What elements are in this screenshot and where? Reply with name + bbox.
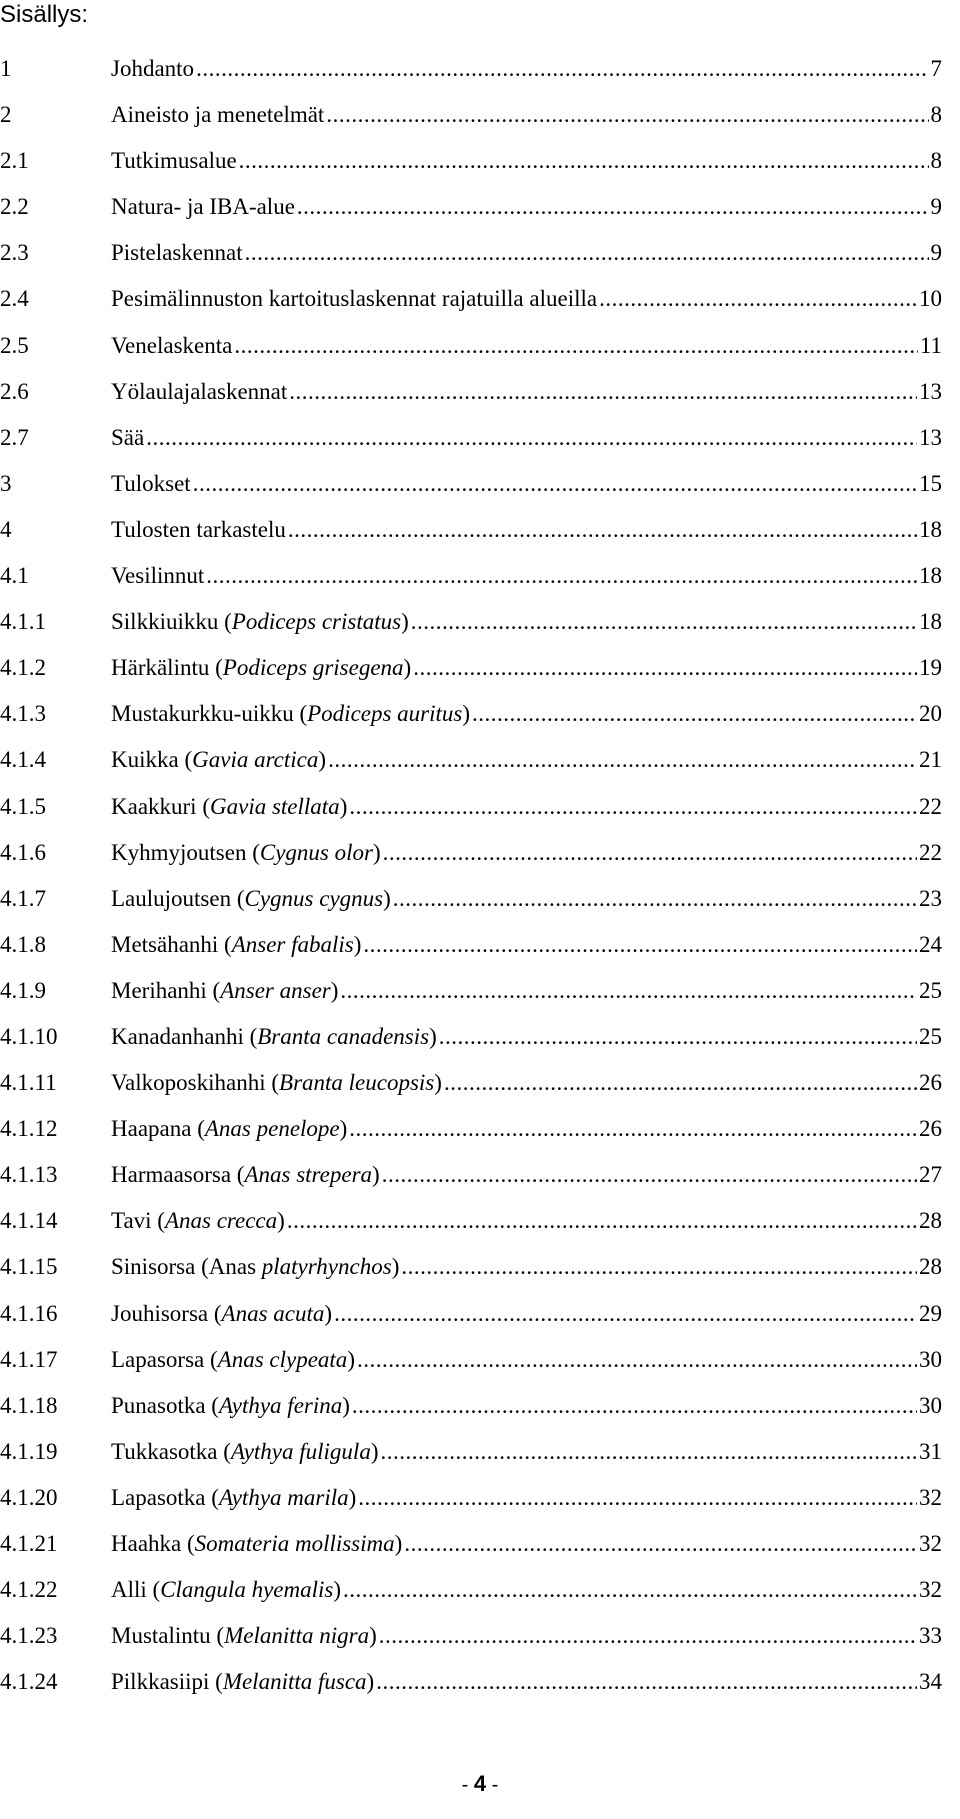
toc-dot-leader — [239, 148, 929, 174]
toc-dot-leader — [349, 794, 917, 820]
toc-entry-title — [111, 1070, 442, 1096]
toc-entry-title-text: Pesimälinnuston kartoituslaskennat rajatuilla alueilla — [111, 286, 598, 312]
toc-entry-title-close: ) — [372, 1162, 380, 1188]
toc-entry-title-text: Venelaskenta — [111, 332, 233, 358]
toc-entry-title-text: Johdanto — [111, 56, 195, 81]
toc-entry[interactable] — [0, 1070, 960, 1116]
toc-entry-page: 9 — [930, 194, 942, 220]
toc-entry[interactable] — [0, 56, 960, 102]
toc-entry-number: 4.1.22 — [0, 1577, 58, 1603]
toc-entry-title-text: Punasotka ( — [111, 1392, 219, 1418]
toc-entry-number: 2.5 — [0, 332, 29, 358]
toc-entry-title — [111, 1162, 380, 1188]
toc-entry-title-close: ) — [403, 655, 412, 681]
toc-entry-page: 22 — [919, 839, 942, 865]
toc-dot-leader — [357, 1347, 917, 1373]
toc-dot-leader — [196, 56, 928, 82]
toc-entry-latin-name: Cygnus cygnus — [244, 885, 384, 911]
toc-entry-title-text: Tulokset — [111, 470, 191, 496]
toc-entry-title — [111, 563, 204, 589]
toc-entry-number: 4.1.1 — [0, 609, 46, 635]
toc-entry-latin-name: Aythya ferina — [218, 1392, 343, 1418]
toc-entry-title-text: Kaakkuri ( — [111, 793, 210, 819]
toc-entry-latin-name: Anas acuta — [221, 1300, 325, 1326]
toc-entry-title-text: Pilkkasiipi ( — [111, 1669, 223, 1695]
toc-entry[interactable] — [0, 517, 960, 563]
toc-entry-number: 2.2 — [0, 194, 29, 220]
toc-dot-leader — [382, 1162, 917, 1188]
toc-entry-title-text: Silkkiuikku ( — [111, 609, 232, 635]
toc-entry-title-text: Kanadanhanhi ( — [111, 1023, 258, 1049]
toc-entry-page: 18 — [919, 609, 942, 635]
toc-dot-leader — [401, 1254, 917, 1280]
toc-entry[interactable] — [0, 1116, 960, 1162]
toc-dot-leader — [358, 1485, 917, 1511]
table-of-contents — [0, 56, 960, 1715]
toc-entry-page: 21 — [919, 747, 942, 773]
toc-entry-title-text: Lapasorsa ( — [111, 1346, 218, 1372]
toc-entry-title — [111, 1669, 374, 1695]
toc-entry[interactable] — [0, 701, 960, 747]
toc-entry[interactable] — [0, 1623, 960, 1669]
toc-entry-number: 4.1.6 — [0, 839, 46, 865]
toc-entry-number: 4.1.9 — [0, 977, 46, 1003]
toc-entry[interactable] — [0, 1577, 960, 1623]
toc-entry-page: 30 — [919, 1392, 942, 1418]
toc-entry-title — [111, 794, 347, 820]
toc-entry-title-text: Tulosten tarkastelu — [111, 516, 286, 542]
toc-entry-latin-name: Podiceps cristatus — [231, 609, 402, 635]
toc-entry-page: 34 — [919, 1669, 942, 1695]
toc-dot-leader — [343, 1577, 917, 1603]
toc-entry-page: 23 — [919, 885, 942, 911]
toc-entry-title — [111, 194, 295, 220]
toc-dot-leader — [404, 1531, 917, 1557]
toc-entry[interactable] — [0, 1531, 960, 1577]
toc-entry-title — [111, 609, 409, 635]
toc-entry-title-text: Valkoposkihanhi ( — [111, 1070, 280, 1096]
toc-entry-page: 11 — [919, 332, 942, 358]
toc-entry-number: 4.1.15 — [0, 1254, 58, 1280]
toc-entry-title — [111, 1577, 341, 1603]
toc-entry-title — [111, 1208, 285, 1234]
toc-entry-number: 4.1.2 — [0, 655, 46, 681]
toc-entry[interactable] — [0, 1393, 960, 1439]
toc-entry-title — [111, 240, 243, 266]
toc-entry-page: 10 — [919, 286, 942, 312]
toc-dot-leader — [289, 379, 917, 405]
toc-entry-number: 4.1.10 — [0, 1023, 58, 1049]
toc-entry[interactable] — [0, 102, 960, 148]
toc-entry-title-close: ) — [333, 1577, 342, 1603]
toc-entry-number: 4.1.13 — [0, 1162, 58, 1188]
toc-entry[interactable] — [0, 148, 960, 194]
toc-entry-page: 30 — [919, 1346, 942, 1372]
toc-entry[interactable] — [0, 1669, 960, 1715]
toc-entry-latin-name: Gavia stellata — [210, 793, 340, 819]
toc-dot-leader — [146, 425, 917, 451]
toc-entry-latin-name: Aythya fuligula — [230, 1438, 371, 1464]
toc-entry-title — [111, 286, 597, 312]
toc-dot-leader — [287, 1208, 917, 1234]
toc-entry-title-close: ) — [339, 1116, 348, 1142]
toc-entry[interactable] — [0, 425, 960, 471]
toc-entry-number: 4.1.5 — [0, 793, 46, 819]
toc-entry[interactable] — [0, 1485, 960, 1531]
toc-entry-title-text: Tukkasotka ( — [111, 1438, 231, 1464]
toc-entry-latin-name: Anser fabalis — [231, 931, 354, 957]
toc-entry-title-text: Kuikka ( — [111, 747, 193, 773]
toc-entry[interactable] — [0, 333, 960, 379]
toc-entry[interactable] — [0, 978, 960, 1024]
toc-entry-title — [111, 1439, 379, 1465]
toc-entry-page: 33 — [919, 1623, 942, 1649]
toc-entry-number: 4.1.4 — [0, 747, 46, 773]
toc-entry-page: 8 — [930, 102, 942, 128]
toc-entry[interactable] — [0, 1208, 960, 1254]
toc-heading: Sisällys: — [0, 1, 89, 28]
toc-entry[interactable] — [0, 1347, 960, 1393]
toc-entry-number: 4.1.20 — [0, 1484, 58, 1510]
toc-entry-title-text: Laulujoutsen ( — [111, 885, 245, 911]
toc-entry-page: 8 — [930, 148, 942, 174]
toc-entry-title-text: Tutkimusalue — [111, 148, 237, 174]
toc-entry-title-text: Merihanhi ( — [111, 977, 221, 1003]
toc-dot-leader — [334, 1301, 917, 1327]
toc-entry-latin-name: Melanitta nigra — [224, 1623, 370, 1649]
toc-entry-number: 2 — [0, 102, 12, 128]
toc-entry-number: 4.1.23 — [0, 1623, 58, 1649]
toc-entry-number: 2.4 — [0, 286, 29, 312]
toc-entry[interactable] — [0, 240, 960, 286]
toc-entry-title-text: Aineisto ja menetelmät — [111, 102, 325, 128]
toc-entry-page: 18 — [919, 563, 942, 589]
toc-entry[interactable] — [0, 194, 960, 240]
toc-entry-number: 4.1.21 — [0, 1531, 58, 1556]
toc-entry-title-close: ) — [383, 885, 391, 911]
toc-entry-number: 4.1.3 — [0, 701, 46, 727]
toc-entry[interactable] — [0, 563, 960, 609]
toc-entry-title — [111, 886, 391, 912]
toc-entry-title-close: ) — [372, 839, 381, 865]
toc-entry-latin-name: Branta leucopsis — [279, 1070, 435, 1096]
toc-entry-latin-name: Anas crecca — [164, 1208, 278, 1234]
toc-entry-number: 4.1.16 — [0, 1300, 58, 1326]
toc-entry-title-text: Vesilinnut — [111, 563, 205, 589]
toc-dot-leader — [413, 655, 917, 681]
toc-entry-number: 4.1.14 — [0, 1208, 58, 1234]
toc-entry[interactable] — [0, 1162, 960, 1208]
toc-dot-leader — [328, 747, 917, 773]
toc-entry-page: 26 — [919, 1070, 942, 1096]
toc-entry-latin-name: Anas strepera — [244, 1162, 373, 1188]
toc-entry[interactable] — [0, 1301, 960, 1347]
toc-entry-page: 32 — [919, 1577, 942, 1603]
toc-entry-title-close: ) — [434, 1070, 442, 1096]
toc-entry-number: 3 — [0, 470, 12, 496]
toc-entry-number: 4.1 — [0, 563, 29, 589]
toc-entry-page: 27 — [919, 1162, 942, 1188]
toc-entry-latin-name: Podiceps grisegena — [222, 655, 404, 681]
toc-entry-title-close: ) — [370, 1438, 379, 1464]
toc-entry-page: 25 — [919, 1023, 942, 1049]
toc-entry-title — [111, 333, 232, 359]
toc-dot-leader — [599, 286, 917, 312]
toc-entry-page: 18 — [919, 516, 942, 542]
toc-entry-page: 15 — [919, 470, 942, 496]
toc-dot-leader — [376, 1669, 917, 1695]
toc-entry-title — [111, 1393, 350, 1419]
toc-entry-title — [111, 1024, 437, 1050]
toc-dot-leader — [411, 609, 917, 635]
toc-entry-number: 4.1.17 — [0, 1346, 58, 1372]
toc-entry-number: 4.1.18 — [0, 1392, 58, 1418]
toc-entry-title — [111, 701, 470, 727]
toc-dot-leader — [363, 932, 917, 958]
toc-dot-leader — [245, 240, 929, 266]
toc-entry-page: 20 — [919, 701, 942, 727]
footer-page-number: 4 — [473, 1771, 487, 1796]
toc-entry-title-close: ) — [318, 747, 327, 773]
toc-entry-number: 2.1 — [0, 148, 29, 174]
toc-entry-page: 7 — [930, 56, 942, 81]
toc-entry-title-close: ) — [366, 1669, 375, 1695]
toc-dot-leader — [393, 886, 917, 912]
toc-entry-title-close: ) — [394, 1531, 403, 1556]
toc-entry-title — [111, 56, 194, 82]
toc-entry-title-text: Haapana ( — [111, 1116, 205, 1142]
toc-entry-latin-name: Cygnus olor — [259, 839, 373, 865]
toc-entry-latin-name: Somateria mollissima — [194, 1531, 395, 1556]
toc-entry-title — [111, 1623, 377, 1649]
toc-entry-page: 13 — [919, 378, 942, 404]
toc-entry-number: 4.1.7 — [0, 885, 46, 911]
toc-dot-leader — [288, 517, 917, 543]
toc-entry-latin-name: Clangula hyemalis — [160, 1577, 334, 1603]
toc-entry-title-close: ) — [462, 701, 471, 727]
toc-entry-number: 4.1.19 — [0, 1438, 58, 1464]
toc-entry-number: 4.1.12 — [0, 1116, 58, 1142]
toc-entry-page: 31 — [919, 1438, 942, 1464]
toc-entry-page: 19 — [919, 655, 942, 681]
page-number-footer — [0, 1771, 960, 1797]
toc-entry-title-close: ) — [330, 977, 339, 1003]
toc-entry-title — [111, 1347, 355, 1373]
toc-entry-title — [111, 932, 361, 958]
toc-entry-title-text: Mustalintu ( — [111, 1623, 225, 1649]
toc-dot-leader — [381, 1439, 918, 1465]
toc-entry[interactable] — [0, 1024, 960, 1070]
toc-dot-leader — [472, 701, 917, 727]
toc-entry[interactable] — [0, 932, 960, 978]
footer-prefix: - — [461, 1774, 474, 1796]
toc-entry-page: 24 — [919, 931, 942, 957]
toc-entry-title-text: Kyhmyjoutsen ( — [111, 839, 260, 865]
toc-dot-leader — [439, 1024, 917, 1050]
toc-entry-number: 2.6 — [0, 378, 29, 404]
toc-entry-page: 22 — [919, 793, 942, 819]
toc-entry[interactable] — [0, 1439, 960, 1485]
toc-entry-title-text: Harmaasorsa ( — [111, 1162, 245, 1188]
toc-entry-title-text: Haahka ( — [111, 1531, 195, 1556]
toc-entry-title-text: Metsähanhi ( — [111, 931, 232, 957]
toc-entry-latin-name: Anser anser — [220, 977, 331, 1003]
toc-dot-leader — [206, 563, 917, 589]
toc-entry-title-text: Härkälintu ( — [111, 655, 223, 681]
toc-entry-page: 13 — [919, 424, 942, 450]
toc-entry-title-close: ) — [342, 1392, 350, 1418]
toc-entry-latin-name: platyrhynchos — [261, 1254, 392, 1280]
toc-entry-number: 2.3 — [0, 240, 29, 266]
toc-entry-latin-name: Melanitta fusca — [222, 1669, 367, 1695]
toc-entry-title — [111, 655, 411, 681]
toc-dot-leader — [297, 194, 929, 220]
toc-dot-leader — [340, 978, 917, 1004]
toc-entry-number: 1 — [0, 56, 12, 81]
toc-entry[interactable] — [0, 379, 960, 425]
toc-entry-page: 28 — [919, 1254, 942, 1280]
toc-entry-title-text: Lapasotka ( — [111, 1484, 219, 1510]
toc-entry-number: 4.1.24 — [0, 1669, 58, 1695]
toc-entry-title-close: ) — [353, 931, 362, 957]
toc-entry-title-text: Mustakurkku-uikku ( — [111, 701, 308, 727]
toc-entry-title-close: ) — [339, 793, 348, 819]
toc-entry-number: 4.1.8 — [0, 931, 46, 957]
toc-entry-title — [111, 1116, 347, 1142]
toc-entry-title — [111, 1254, 399, 1280]
toc-entry-title-text: Jouhisorsa ( — [111, 1300, 222, 1326]
toc-entry-title-close: ) — [369, 1623, 377, 1649]
toc-entry[interactable] — [0, 794, 960, 840]
toc-entry-title — [111, 1531, 402, 1557]
toc-entry-latin-name: Gavia arctica — [192, 747, 319, 773]
toc-entry-latin-name: Branta canadensis — [257, 1023, 430, 1049]
toc-entry-title — [111, 1301, 332, 1327]
toc-entry-latin-name: Podiceps auritus — [307, 701, 463, 727]
toc-entry-title — [111, 1485, 356, 1511]
toc-entry-number: 2.7 — [0, 424, 29, 450]
toc-entry-page: 32 — [919, 1531, 942, 1556]
toc-entry-latin-name: Aythya marila — [218, 1484, 349, 1510]
footer-suffix: - — [486, 1774, 499, 1796]
toc-entry-number: 4 — [0, 516, 12, 542]
toc-dot-leader — [352, 1393, 917, 1419]
toc-entry-title — [111, 425, 144, 451]
toc-entry-page: 28 — [919, 1208, 942, 1234]
toc-entry-title-close: ) — [348, 1484, 357, 1510]
toc-entry[interactable] — [0, 286, 960, 332]
toc-entry-title — [111, 747, 326, 773]
toc-entry-page: 9 — [930, 240, 942, 266]
toc-entry-title — [111, 148, 237, 174]
toc-entry[interactable] — [0, 471, 960, 517]
toc-entry[interactable] — [0, 747, 960, 793]
toc-entry-title-text: Sää — [111, 424, 145, 450]
toc-entry-page: 32 — [919, 1484, 942, 1510]
toc-dot-leader — [383, 840, 917, 866]
toc-entry[interactable] — [0, 1254, 960, 1300]
toc-entry-title-close: ) — [401, 609, 409, 635]
toc-entry-title-close: ) — [429, 1023, 437, 1049]
toc-entry-title — [111, 517, 286, 543]
toc-entry[interactable] — [0, 840, 960, 886]
toc-entry-title — [111, 840, 381, 866]
toc-dot-leader — [379, 1623, 917, 1649]
toc-entry[interactable] — [0, 655, 960, 701]
toc-entry-title — [111, 471, 191, 497]
toc-entry-title-text: Sinisorsa (Anas — [111, 1254, 262, 1280]
toc-dot-leader — [349, 1116, 917, 1142]
toc-entry-title-text: Natura- ja IBA-alue — [111, 194, 295, 220]
toc-entry[interactable] — [0, 886, 960, 932]
toc-entry-title — [111, 978, 338, 1004]
toc-entry-page: 25 — [919, 977, 942, 1003]
toc-entry-title-text: Pistelaskennat — [111, 240, 243, 266]
toc-entry-title-close: ) — [391, 1254, 400, 1280]
toc-entry[interactable] — [0, 609, 960, 655]
toc-entry-latin-name: Anas penelope — [204, 1116, 340, 1142]
toc-entry-title-close: ) — [347, 1346, 355, 1372]
toc-entry-title — [111, 102, 324, 128]
toc-entry-number: 4.1.11 — [0, 1070, 57, 1096]
toc-dot-leader — [234, 333, 918, 359]
toc-dot-leader — [193, 471, 917, 497]
toc-entry-title-text: Tavi ( — [111, 1208, 165, 1234]
toc-entry-title — [111, 379, 287, 405]
toc-entry-page: 29 — [919, 1300, 942, 1326]
toc-entry-title-close: ) — [324, 1300, 333, 1326]
toc-entry-latin-name: Anas clypeata — [217, 1346, 348, 1372]
toc-entry-title-text: Alli ( — [111, 1577, 161, 1603]
toc-entry-page: 26 — [919, 1116, 942, 1142]
toc-dot-leader — [326, 102, 928, 128]
toc-entry-title-text: Yölaulajalaskennat — [111, 378, 288, 404]
toc-entry-title-close: ) — [277, 1208, 285, 1234]
toc-dot-leader — [444, 1070, 917, 1096]
